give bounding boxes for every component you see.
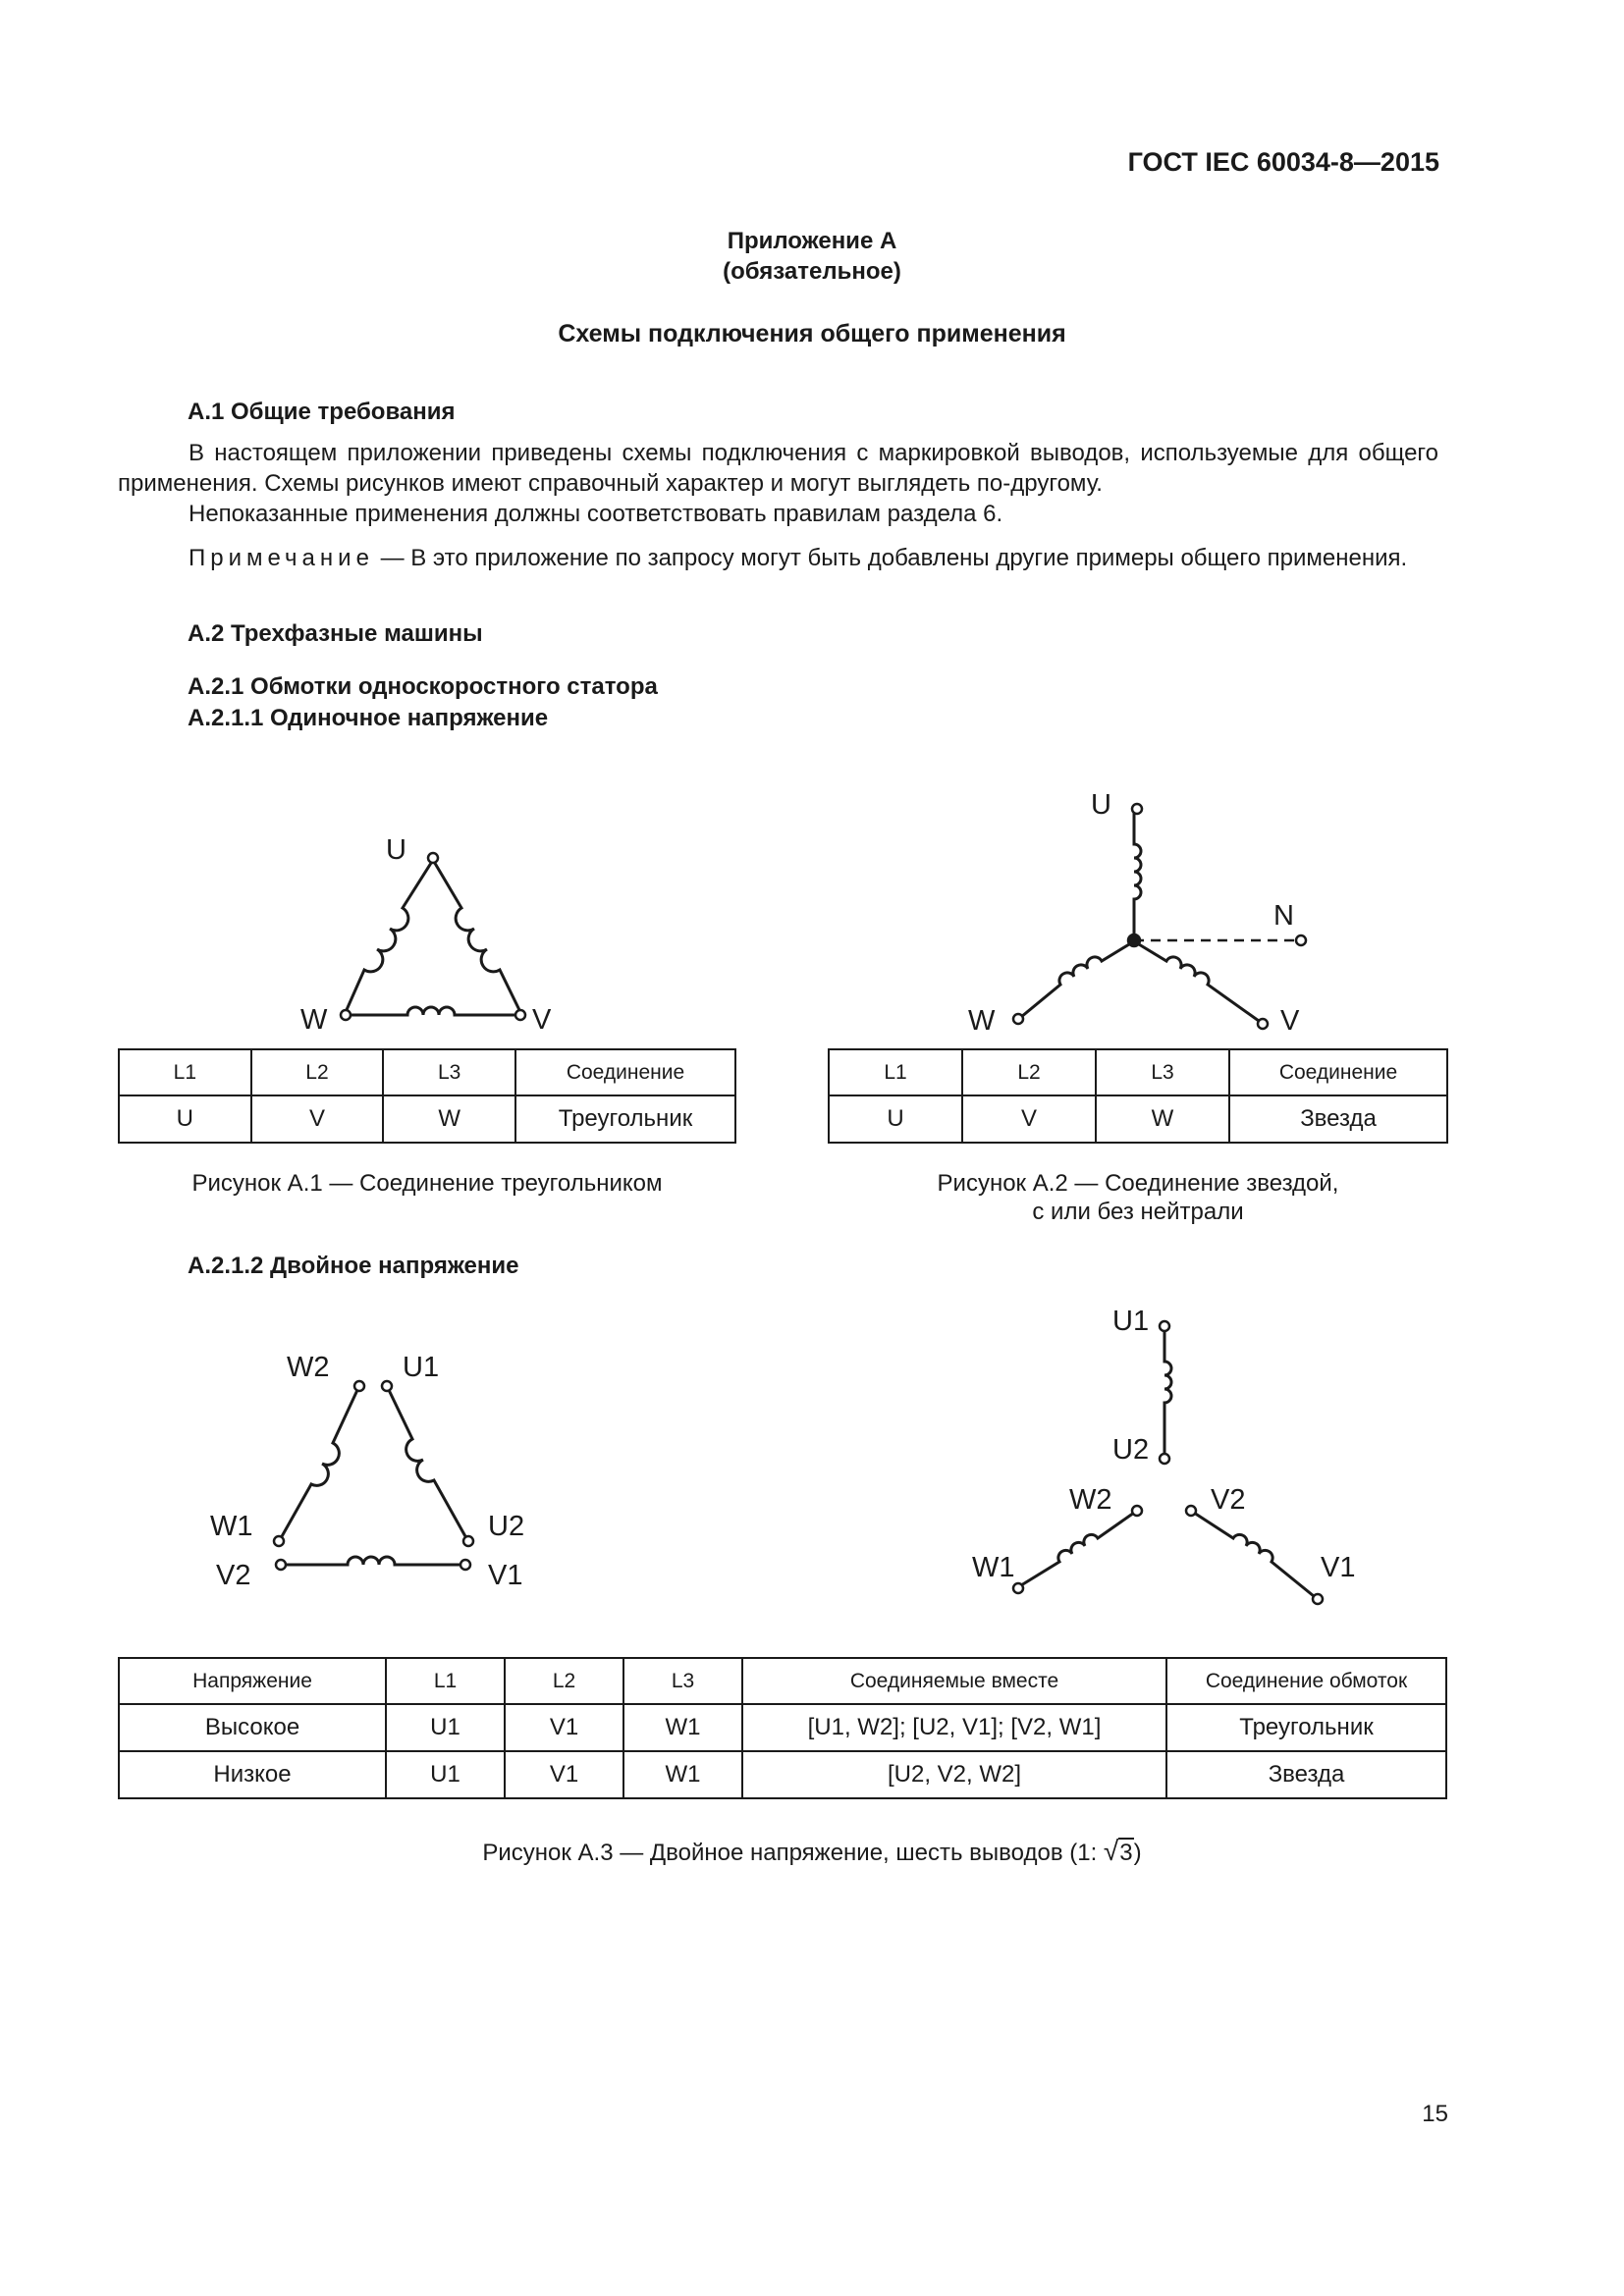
fig1-cell-l2: V xyxy=(251,1095,384,1143)
label-u1: U1 xyxy=(1112,1306,1150,1337)
fig3-cell-joined: [U2, V2, W2] xyxy=(742,1751,1166,1798)
fig2-caption-line2: с или без нейтрали xyxy=(1032,1199,1244,1225)
appendix-heading: Схемы подключения общего применения xyxy=(558,320,1066,347)
section-a2-heading: А.2 Трехфазные машины xyxy=(188,620,483,647)
fig2-header-l2: L2 xyxy=(962,1049,1096,1095)
sqrt-symbol xyxy=(1104,1837,1134,1867)
table-row xyxy=(119,1751,1446,1798)
fig3-cell-l2: V1 xyxy=(505,1704,623,1751)
fig3-caption xyxy=(0,1837,1624,1867)
fig3-header-l2: L2 xyxy=(505,1658,623,1704)
sqrt-sign-icon: √ xyxy=(1103,1836,1119,1866)
fig2-cell-connection: Звезда xyxy=(1229,1095,1447,1143)
terminal-u1 xyxy=(1160,1321,1169,1331)
fig2-caption-line1: Рисунок А.2 — Соединение звездой, xyxy=(937,1170,1339,1197)
fig3-header-l3: L3 xyxy=(623,1658,742,1704)
fig3-table xyxy=(118,1657,1447,1799)
fig1-header-connection: Соединение xyxy=(515,1049,735,1095)
terminal-v1 xyxy=(1313,1594,1323,1604)
fig1-header-l1: L1 xyxy=(119,1049,251,1095)
fig1-cell-l3: W xyxy=(383,1095,515,1143)
fig3-caption-sqrt: 3 xyxy=(1119,1840,1133,1866)
note-label: Примечание xyxy=(189,545,374,571)
label-u1: U1 xyxy=(403,1352,440,1383)
appendix-status: (обязательное) xyxy=(723,258,901,285)
section-a1-heading: А.1 Общие требования xyxy=(188,399,456,425)
fig1-cell-connection: Треугольник xyxy=(515,1095,735,1143)
note-text: — В это приложение по запросу могут быть добавлены другие примеры общего применения. xyxy=(373,545,1408,571)
fig2-header-l1: L1 xyxy=(829,1049,962,1095)
fig3-caption-prefix: Рисунок А.3 — Двойное напряжение, шесть выводов (1: xyxy=(482,1840,1098,1866)
fig1-cell-l1: U xyxy=(119,1095,251,1143)
label-v1: V1 xyxy=(1321,1552,1356,1583)
label-w1: W1 xyxy=(972,1552,1015,1583)
table-row xyxy=(119,1704,1446,1751)
fig2-header-connection: Соединение xyxy=(1229,1049,1447,1095)
fig3-cell-l1: U1 xyxy=(386,1704,505,1751)
label-w2: W2 xyxy=(287,1352,330,1383)
fig3-header-joined: Соединяемые вместе xyxy=(742,1658,1166,1704)
fig2-cell-l2: V xyxy=(962,1095,1096,1143)
fig3-header-voltage: Напряжение xyxy=(119,1658,386,1704)
label-v: V xyxy=(532,1004,552,1036)
star-u-winding xyxy=(1164,1329,1171,1455)
document-header: ГОСТ IEC 60034-8—2015 xyxy=(1127,147,1439,177)
label-u2: U2 xyxy=(488,1511,525,1542)
terminal-u2 xyxy=(1160,1454,1169,1464)
section-a212-heading: А.2.1.2 Двойное напряжение xyxy=(188,1253,519,1279)
fig3-cell-winding-connection: Треугольник xyxy=(1166,1704,1446,1751)
label-w: W xyxy=(968,1005,996,1037)
fig2-cell-l3: W xyxy=(1096,1095,1229,1143)
section-a211-heading: А.2.1.1 Одиночное напряжение xyxy=(188,705,549,731)
fig1-caption: Рисунок А.1 — Соединение треугольником xyxy=(191,1170,663,1197)
fig3-cell-l1: U1 xyxy=(386,1751,505,1798)
fig3-cell-voltage: Низкое xyxy=(119,1751,386,1798)
label-w1: W1 xyxy=(210,1511,253,1542)
appendix-title: Приложение А xyxy=(727,228,897,254)
label-u2: U2 xyxy=(1112,1434,1150,1466)
fig3-cell-l3: W1 xyxy=(623,1751,742,1798)
fig1-header-l3: L3 xyxy=(383,1049,515,1095)
fig3-cell-winding-connection: Звезда xyxy=(1166,1751,1446,1798)
page-number: 15 xyxy=(1422,2101,1448,2127)
label-u: U xyxy=(386,834,406,866)
paragraph-2: Непоказанные применения должны соответствовать правилам раздела 6. xyxy=(189,501,1003,527)
star-v-winding xyxy=(1194,1513,1314,1596)
terminal-v2 xyxy=(1186,1506,1196,1516)
label-u: U xyxy=(1091,789,1111,821)
label-v2: V2 xyxy=(216,1560,251,1591)
paragraph-1: В настоящем приложении приведены схемы подключения с маркировкой выводов, используемые для общего применения. Схемы рисунков имеют справочный характер и могут выглядеть по-другому. xyxy=(118,440,1438,497)
fig1-header-l2: L2 xyxy=(251,1049,384,1095)
fig3-cell-l2: V1 xyxy=(505,1751,623,1798)
fig3-cell-voltage: Высокое xyxy=(119,1704,386,1751)
fig3-header-winding-connection: Соединение обмоток xyxy=(1166,1658,1446,1704)
fig3-cell-joined: [U1, W2]; [U2, V1]; [V2, W1] xyxy=(742,1704,1166,1751)
label-v1: V1 xyxy=(488,1560,523,1591)
label-v2: V2 xyxy=(1211,1484,1246,1516)
star-w-winding xyxy=(1021,1513,1134,1585)
label-n: N xyxy=(1273,900,1294,932)
label-w2: W2 xyxy=(1069,1484,1112,1516)
fig2-cell-l1: U xyxy=(829,1095,962,1143)
fig3-header-l1: L1 xyxy=(386,1658,505,1704)
fig3-caption-suffix: ) xyxy=(1133,1840,1142,1866)
terminal-w1 xyxy=(1013,1583,1023,1593)
fig3-cell-l3: W1 xyxy=(623,1704,742,1751)
label-v: V xyxy=(1280,1005,1300,1037)
section-a21-heading: А.2.1 Обмотки односкоростного статора xyxy=(188,673,658,700)
fig2-header-l3: L3 xyxy=(1096,1049,1229,1095)
terminal-w2 xyxy=(1132,1506,1142,1516)
label-w: W xyxy=(300,1004,328,1036)
